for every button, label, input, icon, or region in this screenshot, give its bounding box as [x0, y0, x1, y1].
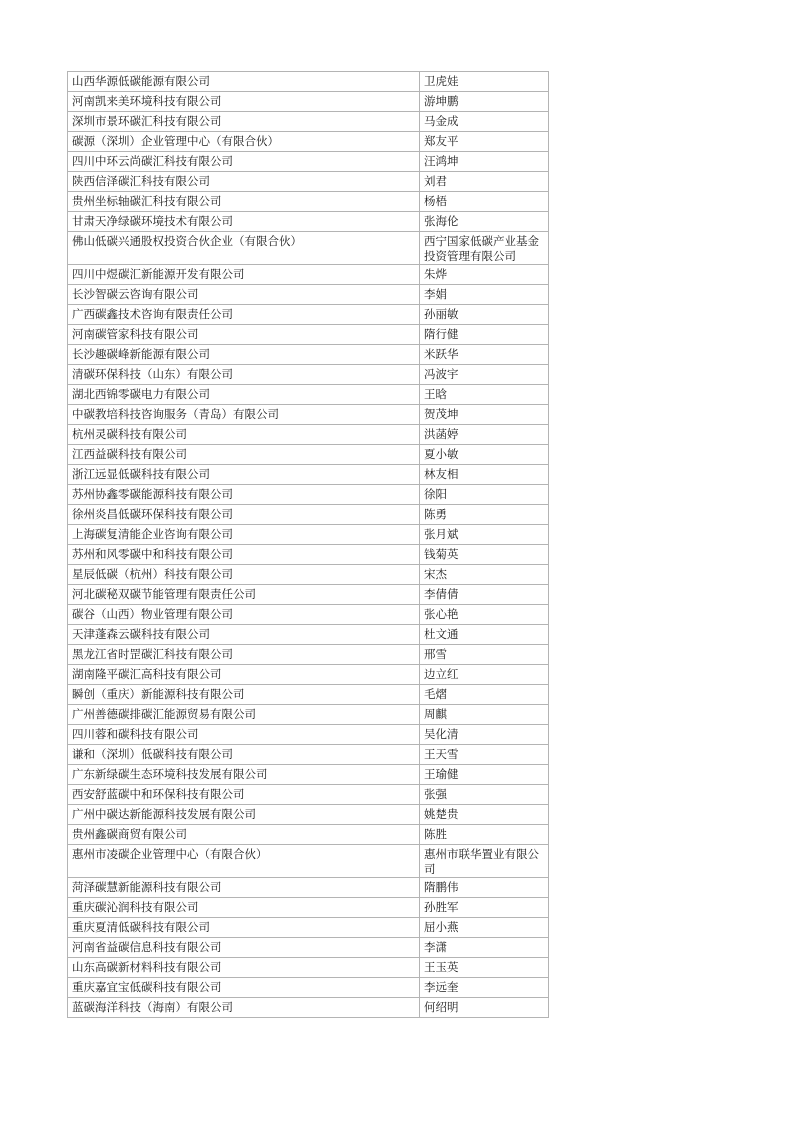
table-row [68, 305, 549, 325]
company-name-cell: 长沙趣碳峰新能源有限公司 [68, 345, 420, 365]
contact-person-cell: 李远奎 [420, 978, 549, 998]
company-name-cell: 广州中碳达新能源科技发展有限公司 [68, 805, 420, 825]
table-row [68, 978, 549, 998]
table-row [68, 565, 549, 585]
contact-person-cell: 边立红 [420, 665, 549, 685]
table-row [68, 958, 549, 978]
contact-person-cell: 朱烨 [420, 265, 549, 285]
contact-person-cell: 贺茂坤 [420, 405, 549, 425]
table-row [68, 918, 549, 938]
company-name-cell: 星辰低碳（杭州）科技有限公司 [68, 565, 420, 585]
table-row [68, 485, 549, 505]
table-row [68, 72, 549, 92]
contact-person-cell: 隋行健 [420, 325, 549, 345]
contact-person-cell: 刘君 [420, 172, 549, 192]
company-name-cell: 蓝碳海洋科技（海南）有限公司 [68, 998, 420, 1018]
table-row [68, 745, 549, 765]
contact-person-cell: 王瑜健 [420, 765, 549, 785]
company-name-cell: 苏州协鑫零碳能源科技有限公司 [68, 485, 420, 505]
company-name-cell: 佛山低碳兴通股权投资合伙企业（有限合伙） [68, 232, 420, 265]
table-row [68, 665, 549, 685]
company-name-cell: 贵州鑫碳商贸有限公司 [68, 825, 420, 845]
contact-person-cell: 杜文通 [420, 625, 549, 645]
table-row [68, 625, 549, 645]
table-row [68, 998, 549, 1018]
company-name-cell: 四川中环云尚碳汇科技有限公司 [68, 152, 420, 172]
table-row [68, 725, 549, 745]
table-row [68, 172, 549, 192]
table-row [68, 232, 549, 265]
company-name-cell: 江西益碳科技有限公司 [68, 445, 420, 465]
table-row [68, 765, 549, 785]
company-name-cell: 瞬创（重庆）新能源科技有限公司 [68, 685, 420, 705]
company-name-cell: 山西华源低碳能源有限公司 [68, 72, 420, 92]
table-row [68, 192, 549, 212]
table-body [68, 72, 549, 1018]
contact-person-cell: 王晗 [420, 385, 549, 405]
table-row [68, 405, 549, 425]
table-row [68, 505, 549, 525]
company-name-cell: 谦和（深圳）低碳科技有限公司 [68, 745, 420, 765]
table-row [68, 645, 549, 665]
table-row [68, 285, 549, 305]
contact-person-cell: 王天雪 [420, 745, 549, 765]
company-name-cell: 徐州炎昌低碳环保科技有限公司 [68, 505, 420, 525]
company-name-cell: 清碳环保科技（山东）有限公司 [68, 365, 420, 385]
contact-person-cell: 张强 [420, 785, 549, 805]
company-name-cell: 河北碳秘双碳节能管理有限责任公司 [68, 585, 420, 605]
company-name-cell: 碳源（深圳）企业管理中心（有限合伙） [68, 132, 420, 152]
company-name-cell: 四川蓉和碳科技有限公司 [68, 725, 420, 745]
company-name-cell: 贵州坐标轴碳汇科技有限公司 [68, 192, 420, 212]
contact-person-cell: 徐阳 [420, 485, 549, 505]
company-name-cell: 黑龙江省时罡碳汇科技有限公司 [68, 645, 420, 665]
table-row [68, 132, 549, 152]
table-row [68, 112, 549, 132]
company-name-cell: 深圳市景环碳汇科技有限公司 [68, 112, 420, 132]
company-name-cell: 天津蓬森云碳科技有限公司 [68, 625, 420, 645]
contact-person-cell: 邢雪 [420, 645, 549, 665]
company-name-cell: 杭州灵碳科技有限公司 [68, 425, 420, 445]
contact-person-cell: 吴化清 [420, 725, 549, 745]
contact-person-cell: 米跃华 [420, 345, 549, 365]
contact-person-cell: 惠州市联华置业有限公司 [420, 845, 549, 878]
contact-person-cell: 汪鸿坤 [420, 152, 549, 172]
contact-person-cell: 周麒 [420, 705, 549, 725]
contact-person-cell: 姚楚贵 [420, 805, 549, 825]
company-name-cell: 湖北西锦零碳电力有限公司 [68, 385, 420, 405]
table-row [68, 705, 549, 725]
table-row [68, 385, 549, 405]
company-name-cell: 中碳教培科技咨询服务（青岛）有限公司 [68, 405, 420, 425]
table-row [68, 605, 549, 625]
contact-person-cell: 马金成 [420, 112, 549, 132]
company-contact-table [67, 71, 549, 1018]
company-name-cell: 河南凯来美环境科技有限公司 [68, 92, 420, 112]
table-row [68, 545, 549, 565]
company-name-cell: 河南省益碳信息科技有限公司 [68, 938, 420, 958]
contact-person-cell: 孙丽敏 [420, 305, 549, 325]
table-row [68, 898, 549, 918]
company-name-cell: 广州善德碳排碳汇能源贸易有限公司 [68, 705, 420, 725]
contact-person-cell: 洪菡婷 [420, 425, 549, 445]
contact-person-cell: 陈胜 [420, 825, 549, 845]
contact-person-cell: 林友相 [420, 465, 549, 485]
table-row [68, 805, 549, 825]
company-table-sheet [67, 71, 548, 1018]
table-row [68, 212, 549, 232]
contact-person-cell: 宋杰 [420, 565, 549, 585]
contact-person-cell: 西宁国家低碳产业基金投资管理有限公司 [420, 232, 549, 265]
company-name-cell: 碳谷（山西）物业管理有限公司 [68, 605, 420, 625]
contact-person-cell: 李娟 [420, 285, 549, 305]
contact-person-cell: 张海伦 [420, 212, 549, 232]
table-row [68, 345, 549, 365]
company-name-cell: 苏州和风零碳中和科技有限公司 [68, 545, 420, 565]
company-name-cell: 西安舒蓝碳中和环保科技有限公司 [68, 785, 420, 805]
contact-person-cell: 孙胜军 [420, 898, 549, 918]
contact-person-cell: 李倩倩 [420, 585, 549, 605]
company-name-cell: 广西碳鑫技术咨询有限责任公司 [68, 305, 420, 325]
company-name-cell: 菏泽碳慧新能源科技有限公司 [68, 878, 420, 898]
company-name-cell: 重庆夏清低碳科技有限公司 [68, 918, 420, 938]
table-row [68, 152, 549, 172]
table-row [68, 878, 549, 898]
table-row [68, 938, 549, 958]
table-row [68, 365, 549, 385]
table-row [68, 685, 549, 705]
contact-person-cell: 王玉英 [420, 958, 549, 978]
company-name-cell: 惠州市凌碳企业管理中心（有限合伙） [68, 845, 420, 878]
company-name-cell: 陕西信泽碳汇科技有限公司 [68, 172, 420, 192]
contact-person-cell: 钱菊英 [420, 545, 549, 565]
contact-person-cell: 张月斌 [420, 525, 549, 545]
company-name-cell: 湖南隆平碳汇高科技有限公司 [68, 665, 420, 685]
company-name-cell: 甘肃天净绿碳环境技术有限公司 [68, 212, 420, 232]
table-row [68, 525, 549, 545]
contact-person-cell: 冯波宇 [420, 365, 549, 385]
contact-person-cell: 屈小燕 [420, 918, 549, 938]
table-row [68, 825, 549, 845]
contact-person-cell: 何绍明 [420, 998, 549, 1018]
company-name-cell: 四川中煜碳汇新能源开发有限公司 [68, 265, 420, 285]
table-row [68, 425, 549, 445]
contact-person-cell: 郑友平 [420, 132, 549, 152]
contact-person-cell: 夏小敏 [420, 445, 549, 465]
company-name-cell: 山东高碳新材料科技有限公司 [68, 958, 420, 978]
contact-person-cell: 隋鹏伟 [420, 878, 549, 898]
contact-person-cell: 杨梧 [420, 192, 549, 212]
company-name-cell: 长沙智碳云咨询有限公司 [68, 285, 420, 305]
contact-person-cell: 李潇 [420, 938, 549, 958]
company-name-cell: 广东新绿碳生态环境科技发展有限公司 [68, 765, 420, 785]
contact-person-cell: 张心艳 [420, 605, 549, 625]
table-row [68, 585, 549, 605]
contact-person-cell: 卫虎娃 [420, 72, 549, 92]
company-name-cell: 重庆嘉宜宝低碳科技有限公司 [68, 978, 420, 998]
company-name-cell: 浙江远显低碳科技有限公司 [68, 465, 420, 485]
company-name-cell: 河南碳管家科技有限公司 [68, 325, 420, 345]
contact-person-cell: 陈勇 [420, 505, 549, 525]
table-row [68, 92, 549, 112]
table-row [68, 465, 549, 485]
table-row [68, 845, 549, 878]
contact-person-cell: 毛熠 [420, 685, 549, 705]
company-name-cell: 上海碳复清能企业咨询有限公司 [68, 525, 420, 545]
table-row [68, 325, 549, 345]
table-row [68, 445, 549, 465]
table-row [68, 785, 549, 805]
table-row [68, 265, 549, 285]
contact-person-cell: 游坤鹏 [420, 92, 549, 112]
company-name-cell: 重庆碳沁润科技有限公司 [68, 898, 420, 918]
